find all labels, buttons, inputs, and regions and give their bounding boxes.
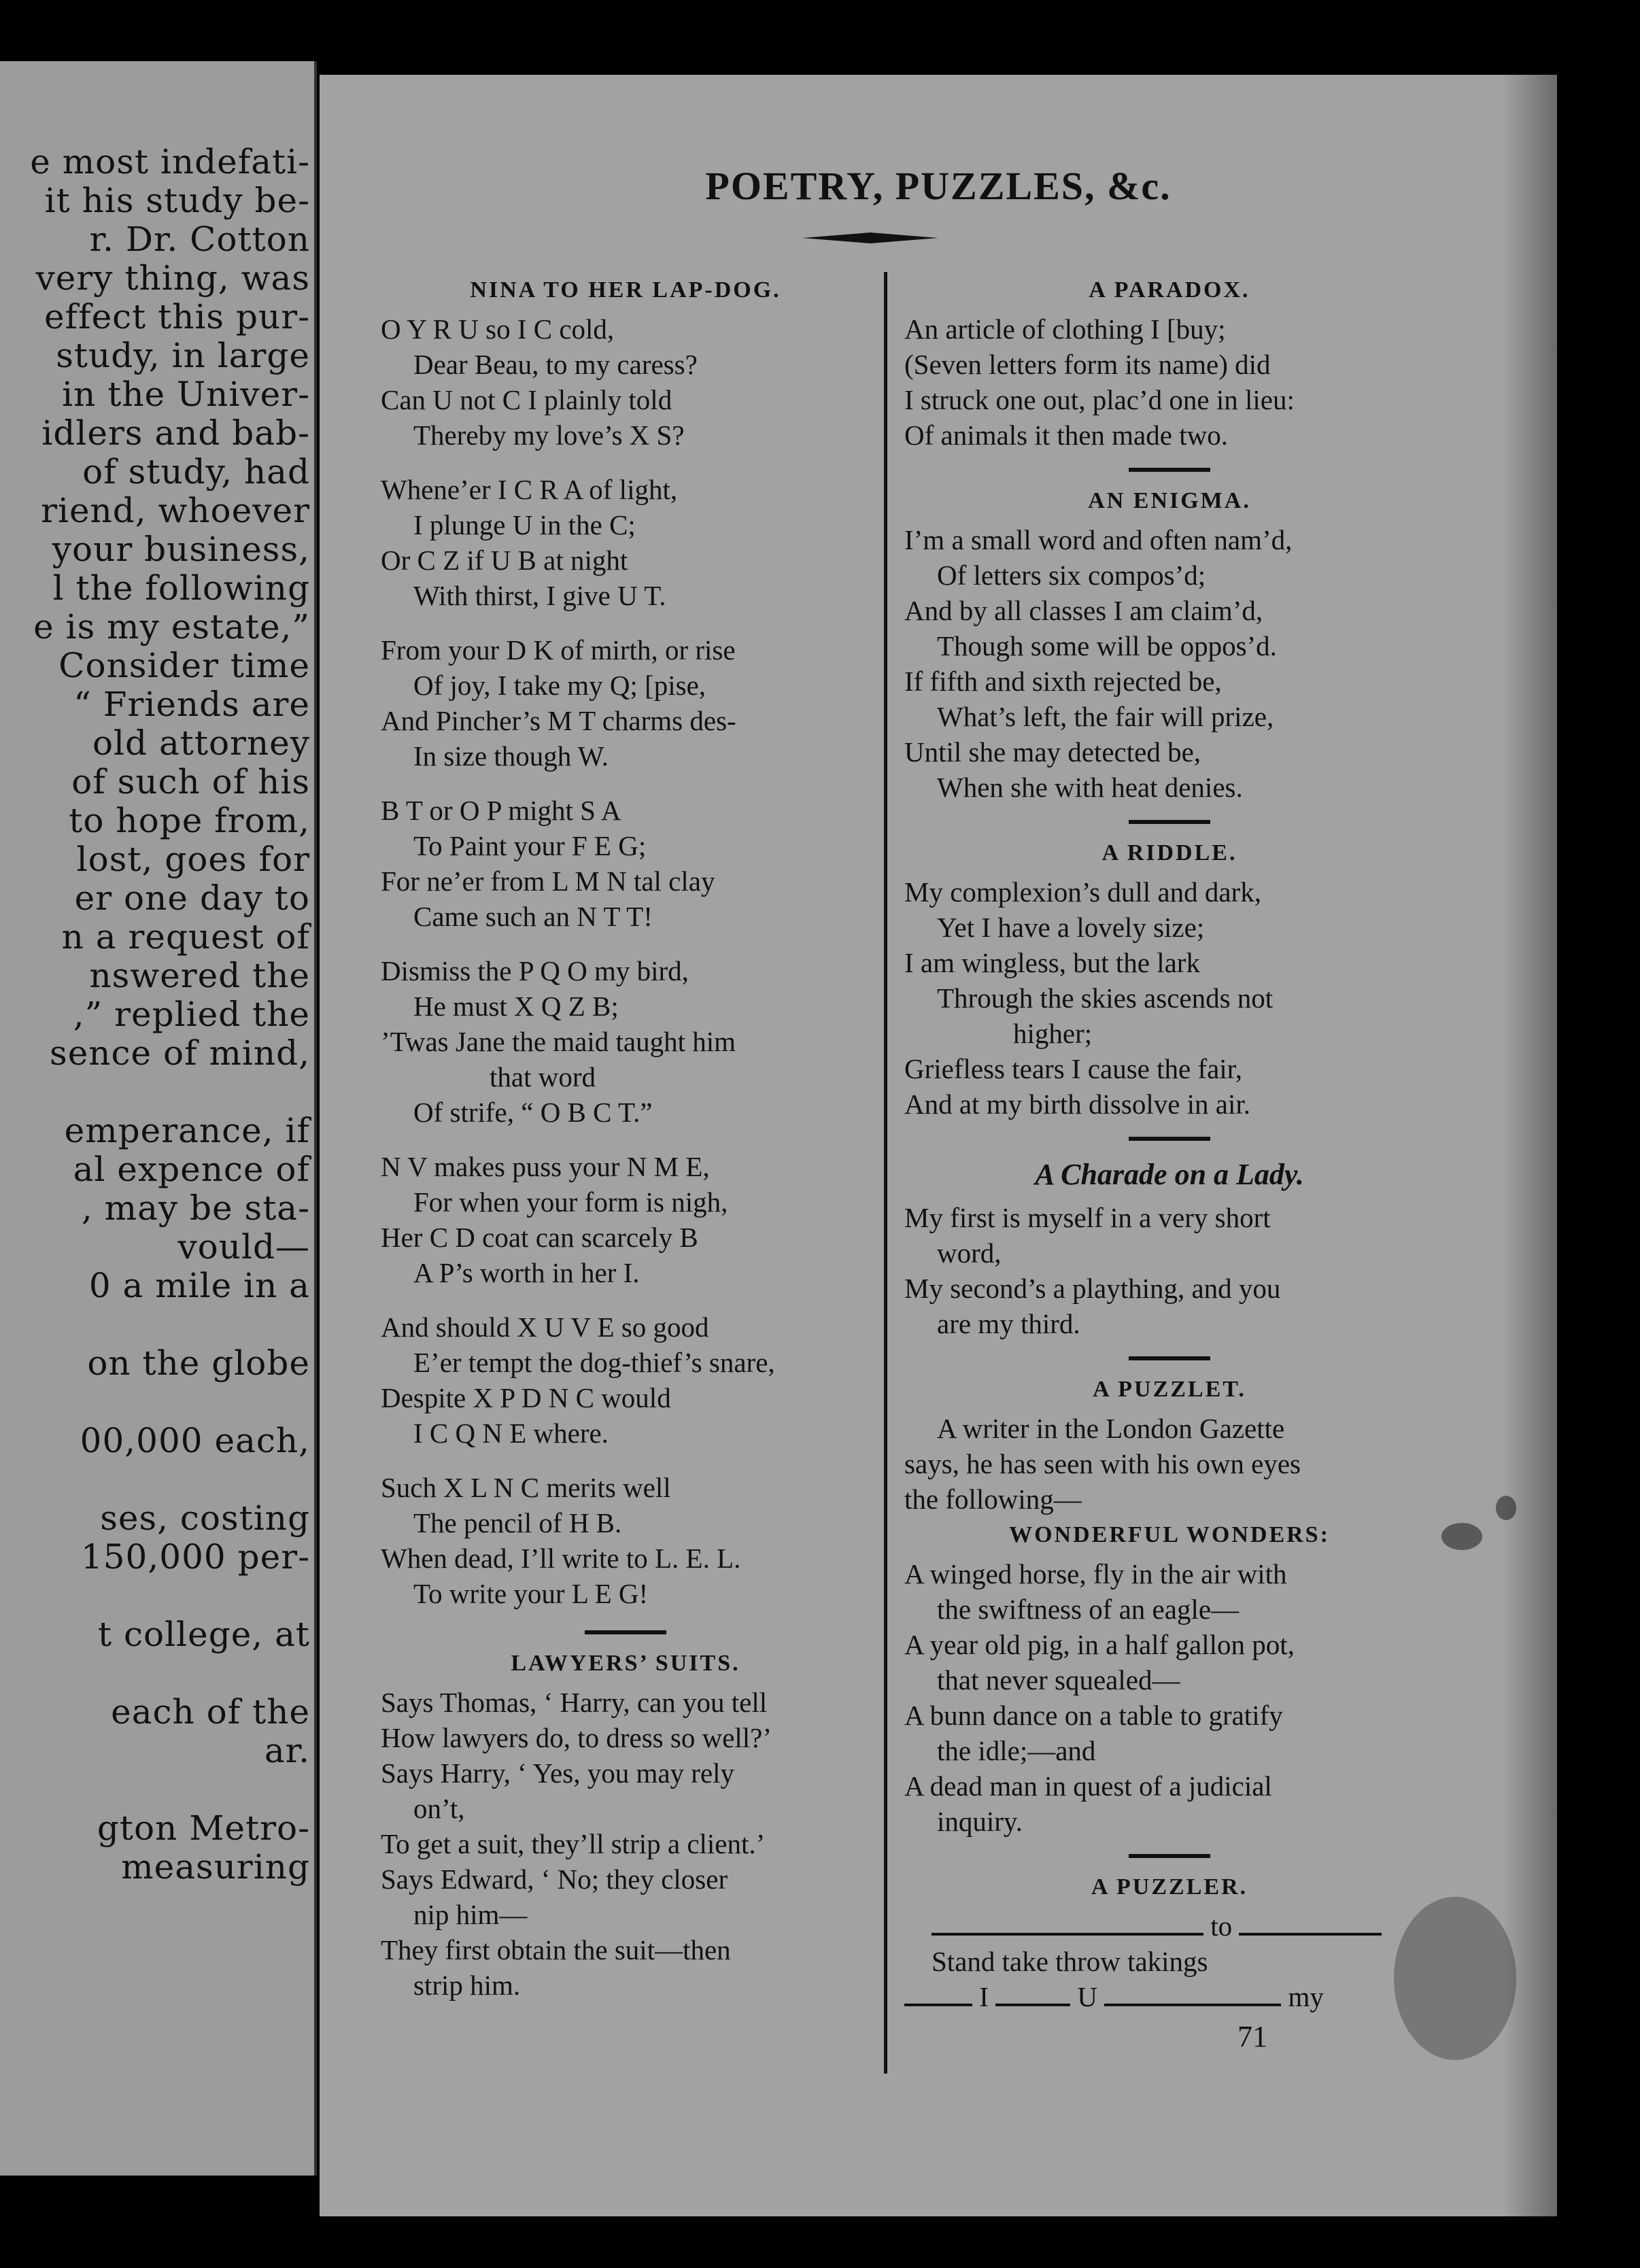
poem-line: Of strife, “ O B C T.” bbox=[413, 1097, 653, 1128]
text-line: I struck one out, plac’d one in lieu: bbox=[904, 384, 1295, 415]
facing-page-line: ar. bbox=[264, 1731, 310, 1770]
text-line: the swiftness of an eagle— bbox=[937, 1594, 1240, 1625]
poem-line: O Y R U so I C cold, bbox=[381, 313, 615, 345]
facing-page-line: , may be sta- bbox=[81, 1188, 310, 1228]
poem-line: They first obtain the suit—then bbox=[381, 1934, 731, 1965]
facing-page-line: of study, had bbox=[82, 452, 310, 492]
puzzler-line-2: Stand take throw takings bbox=[932, 1946, 1208, 1977]
facing-page-line: r. Dr. Cotton bbox=[89, 220, 310, 259]
facing-page-line: n a request of bbox=[61, 917, 310, 957]
poem-line: Can U not C I plainly told bbox=[381, 384, 672, 415]
text-line: the following— bbox=[904, 1483, 1082, 1515]
facing-page-line: each of the bbox=[111, 1692, 310, 1732]
poem-stanza bbox=[381, 953, 870, 1130]
text-line: I’m a small word and often nam’d, bbox=[904, 524, 1293, 555]
poem-lawyers-body bbox=[381, 1685, 870, 2003]
text-line: A year old pig, in a half gallon pot, bbox=[904, 1629, 1295, 1660]
facing-page-line: 150,000 per- bbox=[80, 1537, 310, 1577]
title-ornament bbox=[802, 231, 938, 245]
text-line: Of animals it then made two. bbox=[904, 419, 1228, 451]
poem-stanza bbox=[381, 1149, 870, 1290]
text-line: An article of clothing I [buy; bbox=[904, 313, 1226, 345]
text-line: A bunn dance on a table to gratify bbox=[904, 1700, 1283, 1731]
facing-page-line: very thing, was bbox=[35, 258, 310, 298]
poem-line: Of joy, I take my Q; [pise, bbox=[413, 670, 706, 701]
poem-line: For when your form is nigh, bbox=[413, 1186, 728, 1218]
facing-page-line: on the globe bbox=[87, 1343, 310, 1383]
facing-page-line bbox=[0, 1770, 310, 1809]
facing-page-line: 0 a mile in a bbox=[88, 1266, 310, 1305]
puzzler-line-3: I U my bbox=[904, 1979, 1435, 2014]
poem-stanza bbox=[381, 472, 870, 613]
facing-page-line: emperance, if bbox=[64, 1111, 310, 1150]
page-title: POETRY, PUZZLES, &c. bbox=[705, 164, 1172, 208]
charade-body bbox=[904, 1200, 1435, 1341]
left-column bbox=[381, 272, 870, 2003]
text-line: Though some will be oppos’d. bbox=[937, 630, 1277, 662]
text-line: When she with heat denies. bbox=[937, 772, 1243, 803]
facing-page-line bbox=[0, 1577, 310, 1615]
facing-page-line: 00,000 each, bbox=[80, 1421, 310, 1460]
facing-page-line: gton Metro- bbox=[97, 1808, 310, 1848]
poem-line: From your D K of mirth, or rise bbox=[381, 634, 736, 666]
poem-line: B T or O P might S A bbox=[381, 795, 621, 826]
facing-page-line: l the following bbox=[52, 568, 310, 608]
poem-line: Says Thomas, ‘ Harry, can you tell bbox=[381, 1687, 768, 1718]
section-rule bbox=[1129, 1137, 1210, 1141]
section-rule bbox=[1129, 820, 1210, 824]
puzzlet-intro bbox=[904, 1411, 1435, 1517]
facing-page-line: study, in large bbox=[56, 336, 310, 375]
poem-line: To write your L E G! bbox=[413, 1578, 649, 1609]
text-line: And by all classes I am claim’d, bbox=[904, 595, 1263, 626]
facing-page-line: e most indefati- bbox=[30, 142, 310, 182]
facing-page-line bbox=[0, 1383, 310, 1422]
text-line: My complexion’s dull and dark, bbox=[904, 876, 1261, 908]
poem-line: How lawyers do, to dress so well?’ bbox=[381, 1722, 772, 1753]
poem-line: And Pincher’s M T charms des- bbox=[381, 705, 736, 736]
facing-page-line: to hope from, bbox=[69, 801, 310, 840]
poem-heading-lawyers: LAWYERS’ SUITS. bbox=[511, 1651, 740, 1676]
text-line: higher; bbox=[1013, 1018, 1093, 1049]
facing-page-line bbox=[0, 1654, 310, 1693]
facing-page-text bbox=[0, 143, 310, 1887]
text-line: Until she may detected be, bbox=[904, 736, 1201, 768]
poem-line: Dear Beau, to my caress? bbox=[413, 349, 698, 380]
facing-page-line: nswered the bbox=[89, 956, 310, 995]
poem-stanza bbox=[381, 1309, 870, 1451]
text-line: Yet I have a lovely size; bbox=[937, 912, 1205, 943]
poem-line: Despite X P D N C would bbox=[381, 1382, 671, 1413]
facing-page-line: of such of his bbox=[71, 762, 310, 802]
poem-stanza bbox=[381, 1470, 870, 1611]
riddle-body bbox=[904, 874, 1435, 1122]
column-divider bbox=[884, 272, 887, 2074]
puzzlet-heading: A PUZZLET. bbox=[1093, 1377, 1246, 1402]
section-rule bbox=[1129, 1356, 1210, 1360]
poem-heading-nina: NINA TO HER LAP-DOG. bbox=[470, 277, 781, 303]
text-line: A dead man in quest of a judicial bbox=[904, 1770, 1272, 1802]
facing-page-line: riend, whoever bbox=[41, 491, 310, 530]
text-line: Griefless tears I cause the fair, bbox=[904, 1053, 1242, 1084]
section-rule bbox=[1129, 468, 1210, 472]
poem-stanza bbox=[381, 793, 870, 934]
riddle-heading: A RIDDLE. bbox=[1101, 840, 1237, 865]
facing-page-line: your business, bbox=[52, 530, 310, 569]
text-line: And at my birth dissolve in air. bbox=[904, 1088, 1251, 1120]
poem-line: A P’s worth in her I. bbox=[413, 1257, 640, 1288]
text-line: inquiry. bbox=[937, 1806, 1023, 1837]
facing-page-line: Consider time bbox=[58, 646, 310, 685]
ink-blot bbox=[1441, 1523, 1482, 1550]
facing-page-line: ses, costing bbox=[100, 1498, 310, 1538]
facing-page-line: e is my estate,” bbox=[33, 607, 310, 647]
page-number: 71 bbox=[1237, 2020, 1267, 2053]
puzzlet-subheading: WONDERFUL WONDERS: bbox=[1009, 1522, 1330, 1547]
text-line: the idle;—and bbox=[937, 1735, 1096, 1766]
facing-page-line bbox=[0, 1073, 310, 1112]
text-line: What’s left, the fair will prize, bbox=[937, 701, 1274, 732]
book-page bbox=[320, 75, 1557, 2216]
facing-page-line: effect this pur- bbox=[44, 297, 310, 337]
right-column bbox=[904, 272, 1435, 2014]
poem-line: And should X U V E so good bbox=[381, 1311, 709, 1343]
poem-line: I C Q N E where. bbox=[413, 1418, 609, 1449]
text-line: Of letters six compos’d; bbox=[937, 560, 1206, 591]
facing-page-line: vould— bbox=[177, 1227, 310, 1267]
facing-page-line: lost, goes for bbox=[76, 840, 310, 879]
poem-line: I plunge U in the C; bbox=[413, 509, 636, 540]
facing-page-line: “ Friends are bbox=[73, 685, 310, 724]
facing-page-line: idlers and bab- bbox=[41, 413, 310, 453]
facing-page-line: in the Univer- bbox=[62, 375, 310, 414]
text-line: Through the skies ascends not bbox=[937, 982, 1274, 1014]
enigma-heading: AN ENIGMA. bbox=[1088, 488, 1251, 513]
poem-line: Such X L N C merits well bbox=[381, 1472, 671, 1503]
text-line: that never squealed— bbox=[937, 1664, 1180, 1696]
poem-line: ’Twas Jane the maid taught him bbox=[381, 1026, 736, 1057]
poem-line: To get a suit, they’ll strip a client.’ bbox=[381, 1828, 766, 1859]
poem-line: strip him. bbox=[413, 1970, 521, 2001]
text-line: A writer in the London Gazette bbox=[937, 1413, 1285, 1444]
section-rule bbox=[1129, 1854, 1210, 1858]
poem-line: E’er tempt the dog-thief’s snare, bbox=[413, 1347, 775, 1378]
ink-blot bbox=[1394, 1897, 1516, 2060]
poem-line: on’t, bbox=[413, 1793, 465, 1824]
poem-line: Says Harry, ‘ Yes, you may rely bbox=[381, 1757, 735, 1789]
text-line: A winged horse, fly in the air with bbox=[904, 1558, 1287, 1590]
poem-line: When dead, I’ll write to L. E. L. bbox=[381, 1543, 741, 1574]
facing-page-line: sence of mind, bbox=[50, 1033, 310, 1073]
poem-nina-body bbox=[381, 311, 870, 1611]
facing-page-line: al expence of bbox=[73, 1150, 310, 1189]
facing-page-line: er one day to bbox=[74, 878, 310, 918]
text-line: says, he has seen with his own eyes bbox=[904, 1448, 1301, 1479]
facing-page-fragment bbox=[0, 61, 317, 2176]
charade-heading: A Charade on a Lady. bbox=[1035, 1158, 1304, 1191]
text-line: are my third. bbox=[937, 1308, 1080, 1339]
paradox-body bbox=[904, 311, 1435, 453]
poem-line: nip him— bbox=[413, 1899, 528, 1930]
text-line: If fifth and sixth rejected be, bbox=[904, 666, 1222, 697]
section-rule bbox=[585, 1630, 666, 1634]
poem-line: With thirst, I give U T. bbox=[413, 580, 666, 611]
facing-page-line bbox=[0, 1305, 310, 1344]
text-line: (Seven letters form its name) did bbox=[904, 349, 1271, 380]
poem-line: He must X Q Z B; bbox=[413, 991, 619, 1022]
facing-page-line bbox=[0, 1460, 310, 1499]
poem-line: Or C Z if U B at night bbox=[381, 545, 628, 576]
poem-line: Her C D coat can scarcely B bbox=[381, 1222, 698, 1253]
ink-blot bbox=[1496, 1496, 1516, 1520]
puzzlet-body bbox=[904, 1556, 1435, 1839]
poem-line: Dismiss the P Q O my bird, bbox=[381, 955, 689, 986]
poem-line: Came such an N T T! bbox=[413, 901, 653, 932]
facing-page-line: old attorney bbox=[92, 723, 310, 763]
poem-line: that word bbox=[490, 1061, 596, 1093]
facing-page-line: ,” replied the bbox=[73, 995, 310, 1034]
poem-line: For ne’er from L M N tal clay bbox=[381, 865, 715, 897]
facing-page-line: t college, at bbox=[98, 1615, 310, 1654]
paradox-heading: A PARADOX. bbox=[1089, 277, 1250, 303]
poem-line: To Paint your F E G; bbox=[413, 830, 647, 861]
text-line: I am wingless, but the lark bbox=[904, 947, 1200, 978]
text-line: My first is myself in a very short bbox=[904, 1202, 1271, 1233]
poem-line: Thereby my love’s X S? bbox=[413, 419, 685, 451]
poem-line: In size though W. bbox=[413, 740, 609, 772]
facing-page-line: it his study be- bbox=[44, 181, 310, 220]
facing-page-line: measuring bbox=[121, 1847, 310, 1887]
puzzler-line-1: to bbox=[904, 1908, 1435, 1944]
poem-stanza bbox=[381, 632, 870, 774]
text-line: My second’s a plaything, and you bbox=[904, 1273, 1281, 1304]
poem-line: The pencil of H B. bbox=[413, 1507, 622, 1539]
text-line: word, bbox=[937, 1237, 1002, 1269]
enigma-body bbox=[904, 522, 1435, 805]
poem-line: Says Edward, ‘ No; they closer bbox=[381, 1863, 728, 1895]
poem-line: Whene’er I C R A of light, bbox=[381, 474, 678, 505]
poem-stanza bbox=[381, 311, 870, 453]
poem-line: N V makes puss your N M E, bbox=[381, 1151, 710, 1182]
puzzler-heading: A PUZZLER. bbox=[1091, 1874, 1248, 1900]
